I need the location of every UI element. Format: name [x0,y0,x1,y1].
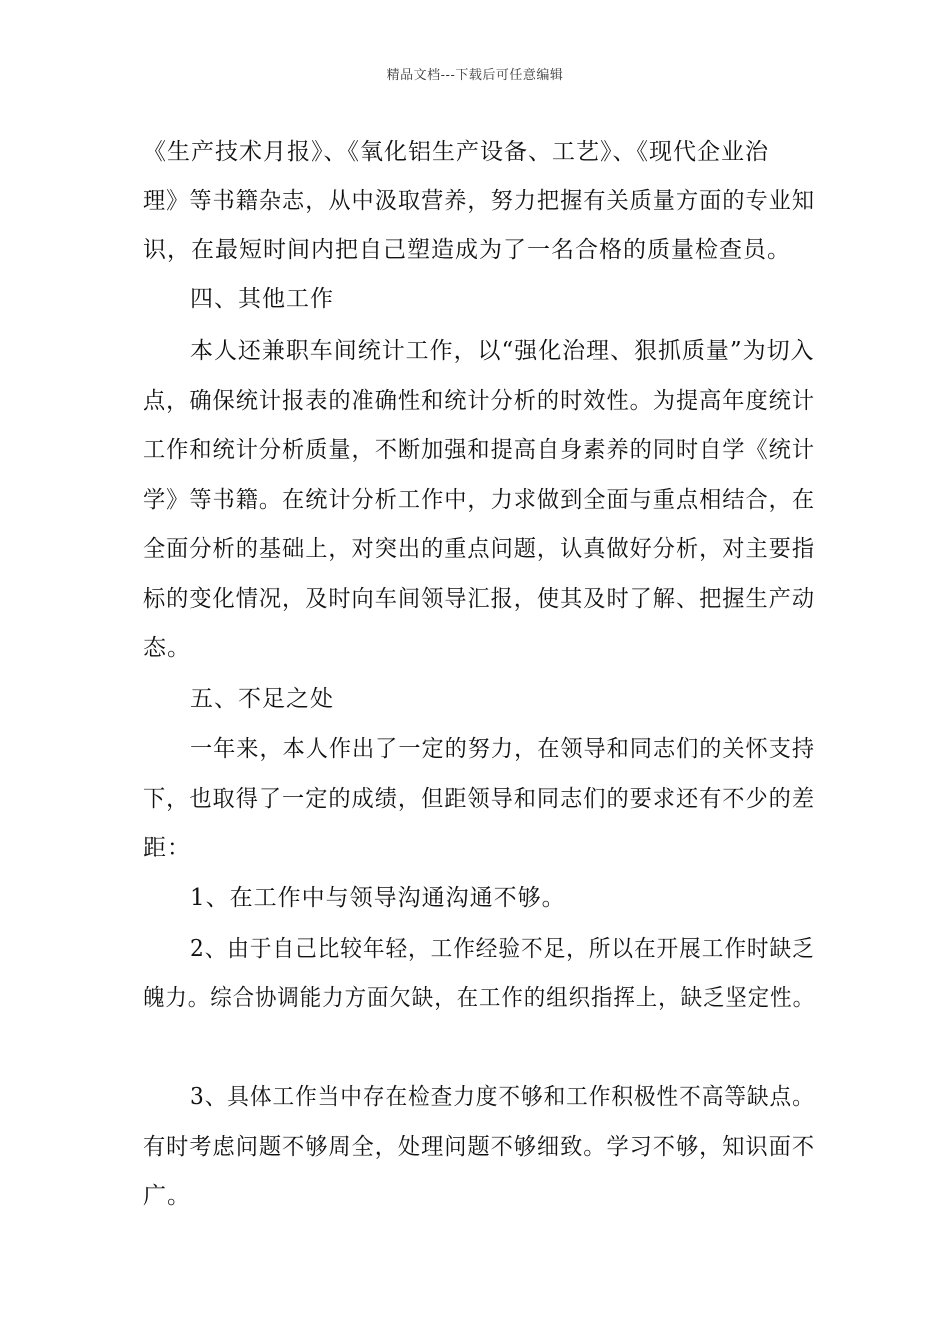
text-line: 广。 [143,1183,191,1209]
page-header: 精品文档---下载后可任意编辑 [386,68,564,83]
text-line: 一年来，本人作出了一定的努力，在领导和同志们的关怀支持 [190,736,815,762]
text-line: 下，也取得了一定的成绩，但距领导和同志们的要求还有不少的差 [143,786,815,812]
list-item: 2、由于自己比较年轻，工作经验不足，所以在开展工作时缺乏 [190,936,815,962]
text-line: 《生产技术月报》、《氧化铝生产设备、工艺》、《现代企业治 [143,139,769,165]
text-line: 工作和统计分析质量，不断加强和提高自身素养的同时自学《统计 [143,437,815,463]
text-line: 理》等书籍杂志，从中汲取营养，努力把握有关质量方面的专业知 [143,188,815,214]
text-line: 学》等书籍。在统计分析工作中，力求做到全面与重点相结合，在 [143,487,815,513]
text-line: 态。 [143,635,191,661]
text-line: 标的变化情况，及时向车间领导汇报，使其及时了解、把握生产动 [143,586,815,612]
text-line: 本人还兼职车间统计工作，以“强化治理、狠抓质量”为切入 [190,338,815,364]
text-line: 识，在最短时间内把自己塑造成为了一名合格的质量检查员。 [143,237,791,263]
list-item: 1、在工作中与领导沟通沟通不够。 [190,885,566,911]
text-line: 全面分析的基础上，对突出的重点问题，认真做好分析，对主要指 [143,536,815,562]
list-item: 3、具体工作当中存在检查力度不够和工作积极性不高等缺点。 [190,1084,815,1110]
text-line: 有时考虑问题不够周全，处理问题不够细致。学习不够，知识面不 [143,1134,815,1160]
text-line: 距： [143,835,191,861]
section-heading: 五、不足之处 [190,686,334,712]
text-line: 点，确保统计报表的准确性和统计分析的时效性。为提高年度统计 [143,388,815,414]
section-heading: 四、其他工作 [190,286,334,312]
text-line: 魄力。综合协调能力方面欠缺，在工作的组织指挥上，缺乏坚定性。 [143,985,815,1011]
